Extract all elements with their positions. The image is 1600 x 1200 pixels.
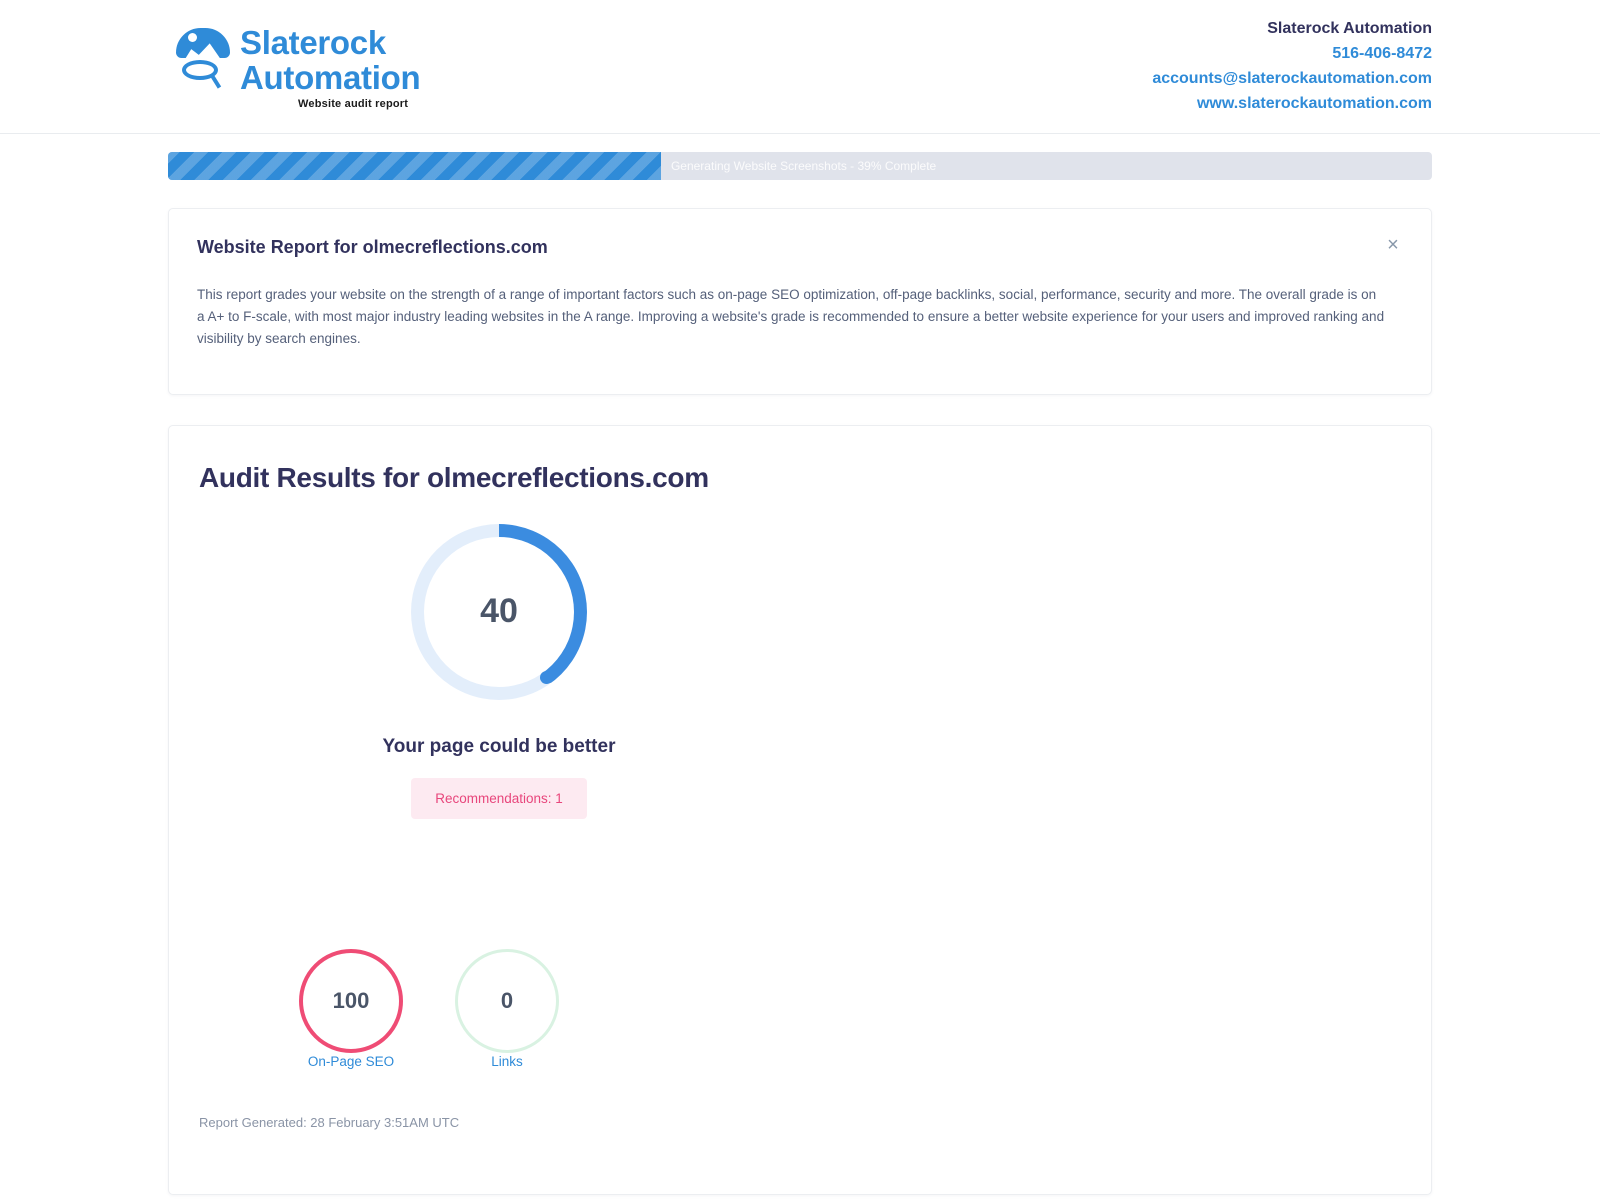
metric-label-links[interactable]: Links [491, 1053, 523, 1069]
report-notice-body: This report grades your website on the strength of a range of important factors such as on-page SEO optimization, off-page backlinks, social, performance, security and more. The overall grade is on a A+ to F-scale, with most major industry leading websites in the A range. Improving a website's grade is recommended to ensure a better website experience for your users and improved ranking and visibility by search engines. [197, 287, 1385, 346]
progress-bar-fill [168, 152, 661, 180]
contact-email-link[interactable]: accounts@slaterockautomation.com [1152, 70, 1432, 87]
metric-value-links: 0 [500, 987, 514, 1013]
brand-subtitle: Website audit report [298, 98, 409, 111]
progress-bar [168, 152, 1432, 180]
brand-logo-block [176, 22, 420, 110]
mountain-magnifier-logo-icon [176, 22, 232, 88]
brand-name-line1: Slaterock [240, 24, 386, 61]
metric-ring-links [455, 949, 559, 1053]
report-generated-timestamp: Report Generated: 28 February 3:51AM UTC [199, 1114, 460, 1130]
overall-score-gauge [411, 524, 587, 700]
overall-score-value: 40 [480, 592, 518, 630]
contact-company: Slaterock Automation [1267, 20, 1432, 37]
audit-results-card [168, 425, 1432, 1195]
page-title: Audit Results for olmecreflections.com [199, 461, 709, 493]
report-notice-card [168, 208, 1432, 395]
metric-label-on-page-seo[interactable]: On-Page SEO [307, 1053, 395, 1069]
recommendations-badge: Recommendations: 1 [411, 778, 587, 819]
close-icon[interactable]: × [1381, 233, 1405, 257]
sub-metrics-row [199, 949, 1401, 1071]
progress-bar-label: Generating Website Screenshots - 39% Complete [670, 159, 937, 173]
page-header [0, 0, 1600, 134]
report-notice-title: Website Report for olmecreflections.com [197, 237, 548, 257]
overall-score-area [199, 524, 799, 819]
brand-name-line2: Automation [240, 58, 421, 96]
metric-value-on-page-seo: 100 [332, 987, 370, 1013]
contact-phone-link[interactable]: 516-406-8472 [1332, 45, 1432, 62]
contact-website-link[interactable]: www.slaterockautomation.com [1196, 95, 1432, 112]
overall-score-message: Your page could be better [382, 735, 616, 757]
metric-on-page-seo [299, 949, 403, 1071]
contact-block [1152, 16, 1432, 116]
metric-ring-on-page-seo [299, 949, 403, 1053]
metric-links [455, 949, 559, 1071]
